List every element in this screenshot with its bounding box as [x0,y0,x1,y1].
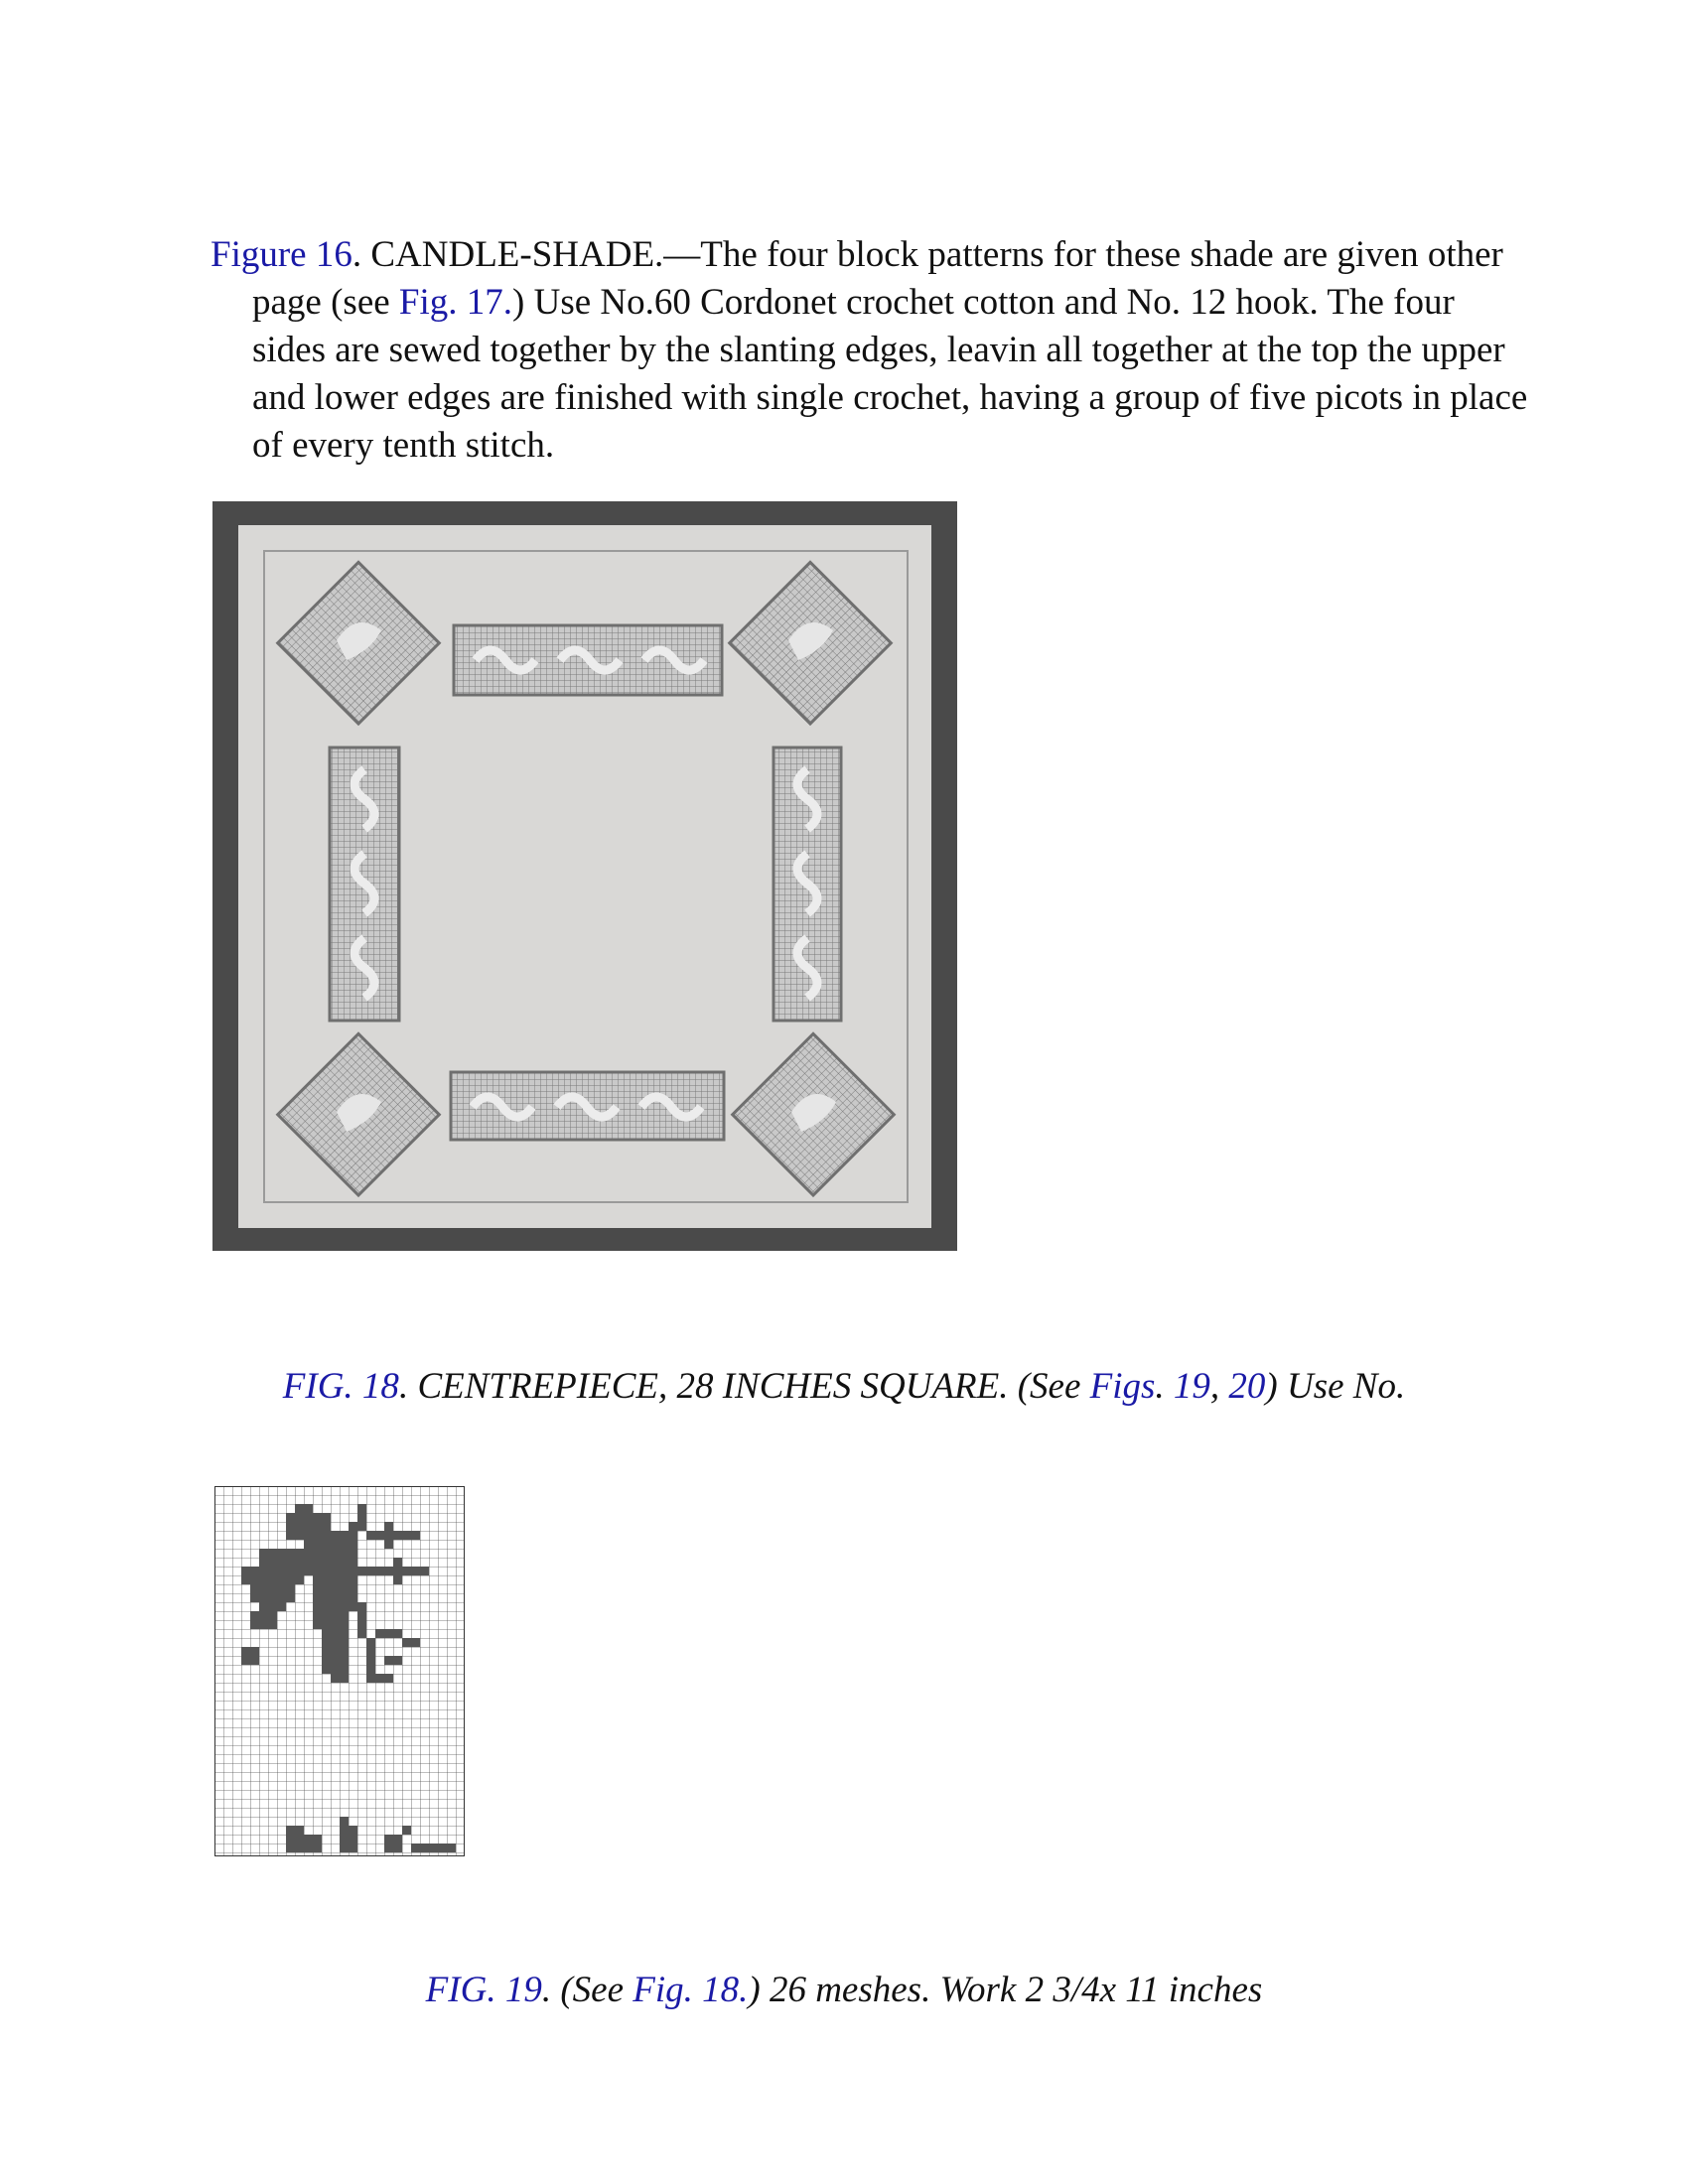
fig-18-link[interactable]: Fig. 18. [633,1970,749,2010]
figure-18-link[interactable]: FIG. 18 [282,1366,399,1407]
figure-19-caption [228,1967,1460,2014]
caption-18-comma: , [1209,1366,1229,1407]
fig-17-link[interactable]: Fig. 17. [398,282,513,323]
caption-18-text-b: ) Use No. [1265,1366,1406,1407]
lace-band-top [454,625,722,695]
figure-16-paragraph [211,231,1533,470]
figure-18-caption [228,1363,1460,1411]
fig-19-link[interactable]: 19 [1173,1366,1210,1407]
lace-band-left [330,748,399,1021]
figs-link[interactable]: Figs [1089,1366,1156,1407]
centrepiece-photo [212,501,957,1251]
caption-19-text-a: . (See [541,1970,633,2010]
figure-19-link[interactable]: FIG. 19 [425,1970,542,2010]
caption-19-text-b: ) 26 meshes. Work 2 3/4x 11 inches [748,1970,1263,2010]
filet-crochet-chart [214,1486,465,1856]
caption-18-text-a: . CENTREPIECE, 28 INCHES SQUARE. (See [398,1366,1090,1407]
caption-18-dot: . [1155,1366,1174,1407]
lace-band-bottom [451,1072,724,1140]
paragraph-text-b: ) Use No.60 Cordonet crochet cotton and No. 12 hook. The four sides are sewed together by the slanting edges, leavin all together at the top the upper and lower edges are finished with single crochet, having a group of five picots in place of every tenth stitch. [252,282,1528,466]
lace-band-right [774,748,841,1021]
fig-20-link[interactable]: 20 [1228,1366,1266,1407]
paragraph-text-a: . CANDLE-SHADE.—The four block patterns for these shade are given other page (see [252,234,1503,323]
figure-16-link[interactable]: Figure 16 [211,234,352,275]
